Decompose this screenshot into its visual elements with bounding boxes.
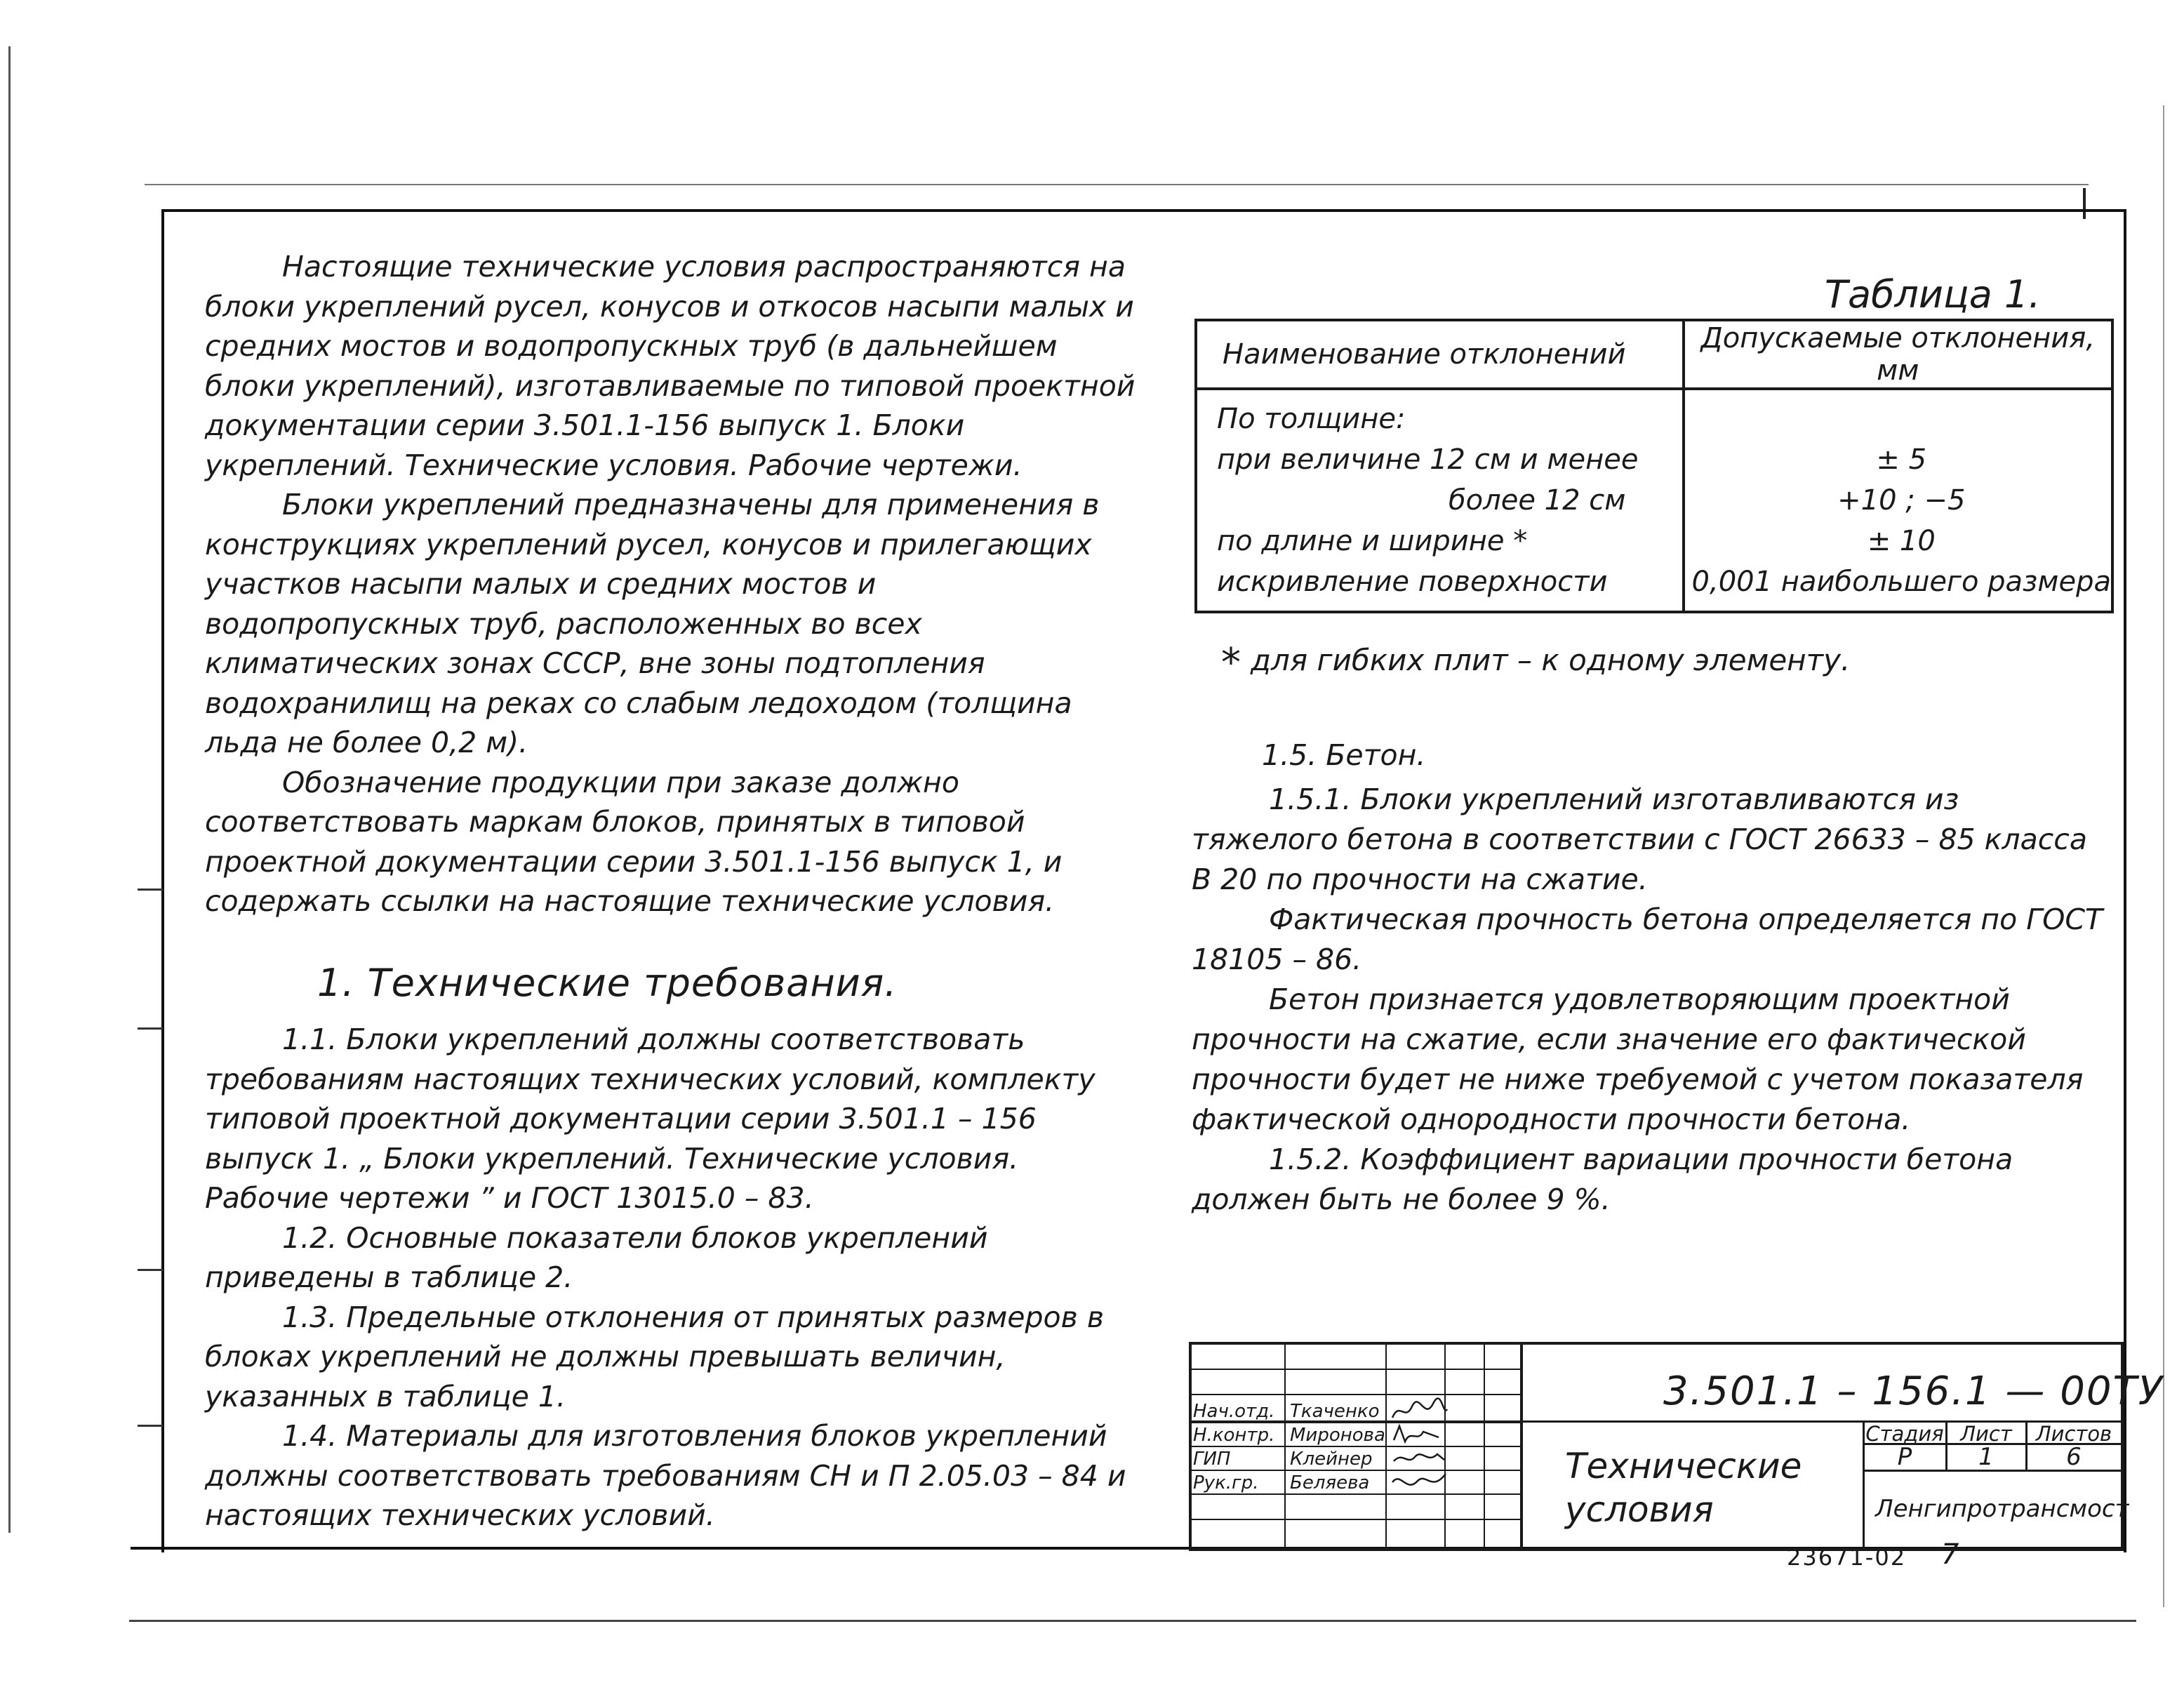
concrete-paragraph: 1.5.1. Блоки укреплений изготавливаются из тяжелого бетона в соответствии с ГОСТ 26633 – 85 класса В 20 по прочности на сжатие. [1192,783,2087,896]
table1-caption: Таблица 1. [1825,272,2041,317]
margin-tick [138,1269,163,1271]
document-code: 3.501.1 – 156.1 — 00ТУ [1663,1369,2164,1414]
tolerance-value: ± 10 [1867,525,1936,557]
concrete-paragraph: 1.5.2. Коэффициент вариации прочности бетона должен быть не более 9 %. [1192,1143,2013,1216]
tolerance-value: ± 5 [1876,444,1927,476]
deviation-name: По толщине: [1217,403,1406,435]
signature-grid-line [1189,1519,1520,1520]
left-edge-line [8,46,11,1533]
right-column [1192,736,2111,1220]
requirement-item: 1.4. Материалы для изготовления блоков укреплений должны соответствовать требованиям СН и П 2.05.03 – 84 и настоящих технических условий. [205,1419,1126,1532]
tolerance-value: +10 ; −5 [1837,484,1966,517]
signature-mark [1390,1468,1449,1496]
intro-paragraph: Настоящие технические условия распространяются на блоки укреплений русел, конусов и откосов насыпи малых и средних мостов и водопропускных труб (в дальнейшем блоки укреплений), изготавливаемые по типовой проектной документации серии 3.501.1-156 выпуск 1. Блоки укреплений. Технические условия. Рабочие чертежи. [205,250,1136,482]
signature-grid-line [1189,1493,1520,1495]
table-row [1196,389,2112,612]
table-footnote [1221,640,1850,686]
intro-paragraph: Обозначение продукции при заказе должно соответствовать маркам блоков, принятых в типовой проектной документации серии 3.501.1-156 выпуск 1, и содержать ссылки на настоящие технические условия. [205,765,1063,918]
footnote-text: для гибких плит – к одному элементу. [1251,643,1851,677]
stage-value: Р [1897,1443,1912,1471]
left-column [205,247,1138,1536]
signatory-role: Рук.гр. [1193,1472,1259,1493]
table-cell [1196,389,1684,612]
table-cell [1684,389,2112,612]
signature-grid-line [1484,1342,1485,1547]
top-cut-line [145,184,2089,185]
sheets-value: 6 [2066,1443,2082,1471]
signature-grid-line [1189,1394,1520,1395]
signatory-name: Ткаченко [1290,1401,1380,1422]
signature-grid-line [1284,1342,1286,1547]
margin-tick [138,889,163,891]
document-title: Технические условия [1565,1446,1802,1530]
deviation-name: при величине 12 см и менее [1217,444,1639,476]
signature-grid-line [1189,1446,1520,1447]
concrete-paragraph: Бетон признается удовлетворяющим проектной прочности на сжатие, если значение его фактической прочности будет не ниже требуемой с учетом показателя фактической однородности прочности бетона. [1192,983,2084,1136]
tolerance-value: 0,001 наибольшего размера [1691,566,2111,598]
margin-tick [138,1027,163,1030]
sheet-header: Лист [1960,1422,2012,1446]
signatory-name: Клейнер [1290,1449,1373,1470]
deviation-name: по длине и ширине * [1217,525,1528,557]
requirement-item: 1.3. Предельные отклонения от принятых размеров в блоках укреплений не должны превышать величин, указанных в таблице 1. [205,1300,1105,1413]
stage-header: Стадия [1865,1422,1944,1446]
signatory-role: Нач.отд. [1193,1401,1275,1422]
title-block-divider [1863,1420,1865,1548]
footnote-mark: * [1221,640,1241,686]
deviation-name: искривление поверхности [1217,566,1608,598]
tolerance-value [1692,399,2111,439]
archive-page: 7 [1941,1538,1959,1571]
signatory-role: Н.контр. [1193,1425,1275,1446]
sheets-header: Листов [2035,1422,2112,1446]
title-block-divider [1945,1420,1947,1471]
bottom-cut-line [129,1620,2136,1622]
organization-name: Ленгипротрансмост [1875,1495,2129,1523]
signatory-name: Беляева [1290,1472,1370,1493]
section-heading: 1. Технические требования. [317,960,898,1005]
intro-paragraph: Блоки укреплений предназначены для применения в конструкциях укреплений русел, конусов и прилегающих участков насыпи малых и средних мостов и водопропускных труб, расположенных во всех климатических зонах СССР, вне зоны подтопления водохранилищ на реках со слабым ледоходом (толщина льда не более 0,2 м). [205,488,1100,759]
table-header-row [1196,320,2112,389]
deviation-name: более 12 см [1449,484,1626,517]
table-header-cell: Допускаемые отклонения, мм [1684,320,2112,389]
signatory-name: Миронова [1290,1425,1385,1446]
requirement-item: 1.2. Основные показатели блоков укреплений приведены в таблице 2. [205,1220,988,1294]
title-block-divider [1520,1342,1523,1548]
signature-grid-line [1385,1342,1387,1547]
requirement-item: 1.1. Блоки укреплений должны соответствовать требованиям настоящих технических условий, комплекту типовой проектной документации серии 3.501.1 – 156 выпуск 1. „ Блоки укреплений. Технические условия. Рабочие чертежи ” и ГОСТ 13015.0 – 83. [205,1023,1096,1215]
table-header-cell: Наименование отклонений [1196,320,1684,389]
concrete-paragraph: Фактическая прочность бетона определяется по ГОСТ 18105 – 86. [1192,903,2103,976]
sheet-value: 1 [1978,1443,1994,1471]
title-block-divider [2025,1420,2027,1471]
signature-grid-line [1189,1369,1520,1370]
margin-tick [138,1425,163,1427]
concrete-heading: 1.5. Бетон. [1262,738,1426,772]
tolerance-table [1194,319,2114,613]
archive-number: 23671-02 [1787,1544,1907,1571]
signature-grid-line [1189,1422,1520,1423]
signatory-role: ГИП [1193,1449,1231,1470]
signature-grid-line [1189,1470,1520,1471]
